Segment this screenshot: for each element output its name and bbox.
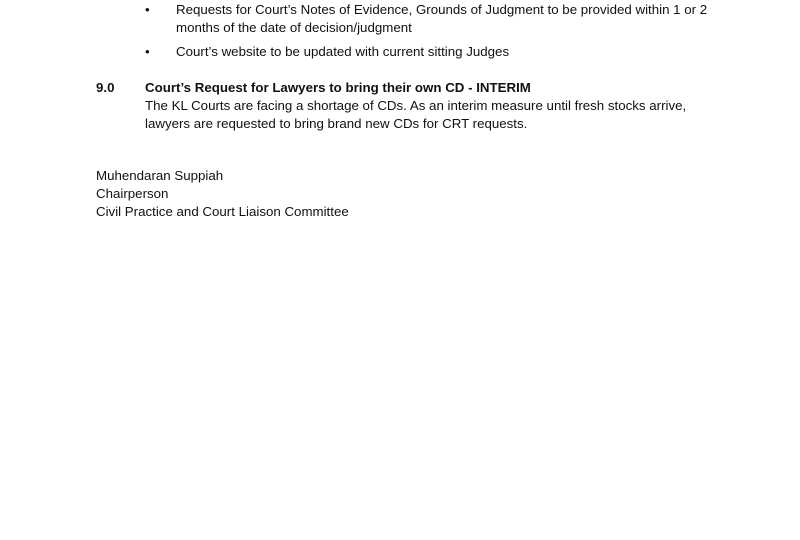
- bullet-icon: •: [145, 2, 150, 17]
- signature-block: [96, 167, 496, 221]
- section-number: 9.0: [96, 80, 115, 95]
- section-body: [145, 97, 705, 133]
- section-body-line: lawyers are requested to bring brand new CDs for CRT requests.: [145, 116, 528, 131]
- bullet-icon: •: [145, 44, 150, 59]
- signatory-name: Muhendaran Suppiah: [96, 168, 224, 183]
- bullet-text: Court’s website to be updated with current sitting Judges: [176, 44, 510, 59]
- bullet-text: Requests for Court’s Notes of Evidence, Grounds of Judgment to be provided within 1 or 2 months of the date of decision/judgment: [176, 2, 708, 35]
- section-heading: Court’s Request for Lawyers to bring their own CD - INTERIM: [145, 80, 531, 95]
- section-body-line: The KL Courts are facing a shortage of CDs. As an interim measure until fresh stocks arrive,: [145, 98, 687, 113]
- signatory-committee: Civil Practice and Court Liaison Committee: [96, 204, 349, 219]
- signatory-title: Chairperson: [96, 186, 169, 201]
